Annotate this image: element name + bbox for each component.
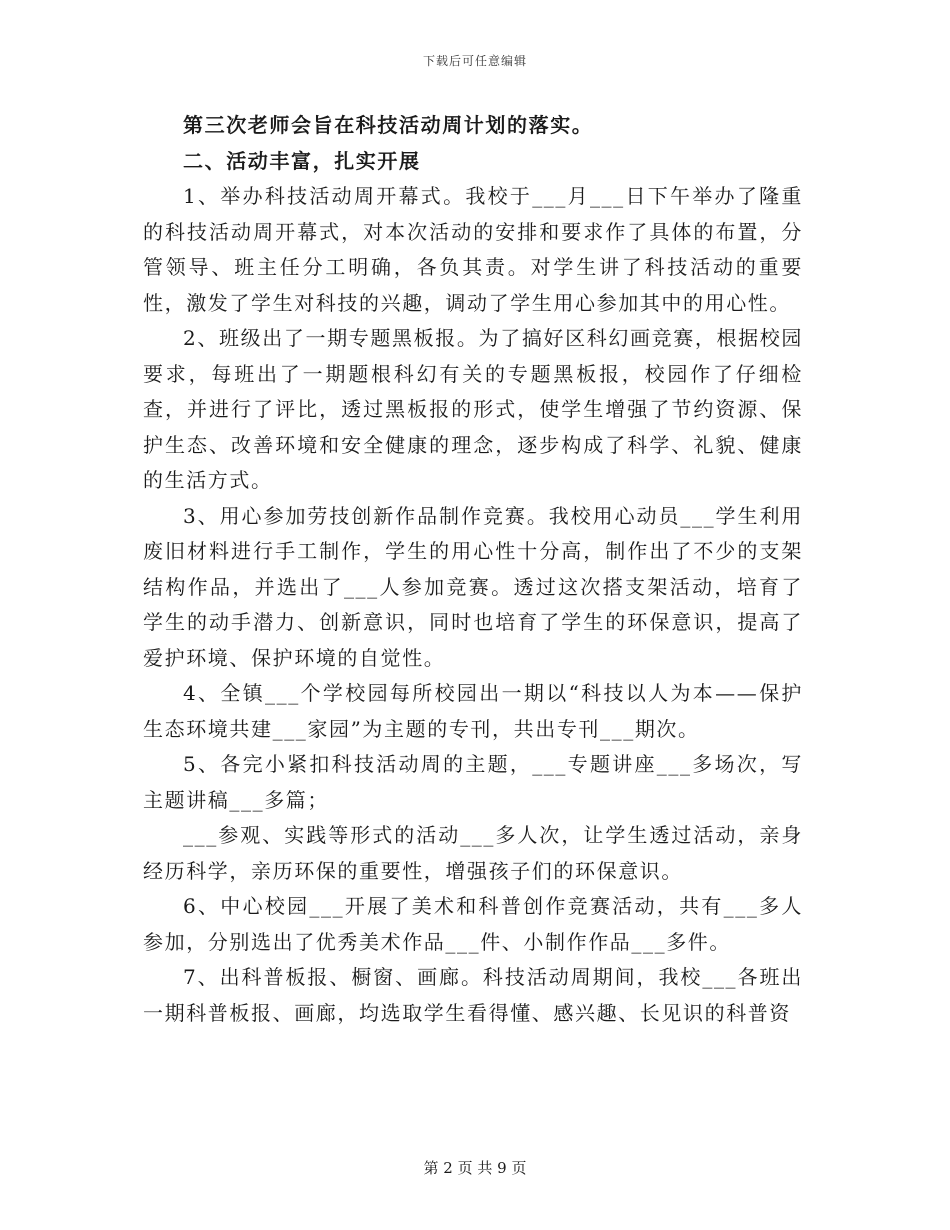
paragraph-meeting-summary: 第三次老师会旨在科技活动周计划的落实。 (183, 113, 594, 137)
paragraph-item-5-continued: ___参观、实践等形式的活动___多人次，让学生透过活动，亲身经历科学，亲历环保的重要性，增强孩子们的环保意识。 (143, 823, 803, 883)
paragraph-item-3: 3、用心参加劳技创新作品制作竞赛。我校用心动员___学生利用废旧材料进行手工制作，学生的用心性十分高，制作出了不少的支架结构作品，并选出了___人参加竞赛。透过这次搭支架活动，培育了学生的动手潜力、创新意识，同时也培育了学生的环保意识，提高了爱护环境、保护环境的自觉性。 (143, 503, 803, 670)
document-body (143, 108, 803, 1031)
paragraph-item-1: 1、举办科技活动周开幕式。我校于___月___日下午举办了隆重的科技活动周开幕式，对本次活动的安排和要求作了具体的布置，分管领导、班主任分工明确，各负其责。对学生讲了科技活动的重要性，激发了学生对科技的兴趣，调动了学生用心参加其中的用心性。 (143, 184, 803, 315)
paragraph-item-6: 6、中心校园___开展了美术和科普创作竞赛活动，共有___多人参加，分别选出了优秀美术作品___件、小制作作品___多件。 (143, 894, 803, 954)
page-number-footer: 第 2 页 共 9 页 (423, 1159, 527, 1177)
header-note: 下载后可任意编辑 (422, 54, 527, 68)
paragraph-item-2: 2、班级出了一期专题黑板报。为了搞好区科幻画竞赛，根据校园要求，每班出了一期题根科幻有关的专题黑板报，校园作了仔细检查，并进行了评比，透过黑板报的形式，使学生增强了节约资源、保护生态、改善环境和安全健康的理念，逐步构成了科学、礼貌、健康的生活方式。 (143, 326, 803, 492)
paragraph-item-7: 7、出科普板报、橱窗、画廊。科技活动周期间，我校___各班出一期科普板报、画廊，均选取学生看得懂、感兴趣、长见识的科普资 (143, 965, 803, 1025)
paragraph-item-5: 5、各完小紧扣科技活动周的主题，___专题讲座___多场次，写主题讲稿___多篇； (143, 752, 803, 812)
section-heading-activities: 二、活动丰富，扎实开展 (183, 148, 421, 173)
paragraph-item-4: 4、全镇___个学校园每所校园出一期以“科技以人为本——保护生态环境共建___家园”为主题的专刊，共出专刊___期次。 (143, 681, 803, 741)
